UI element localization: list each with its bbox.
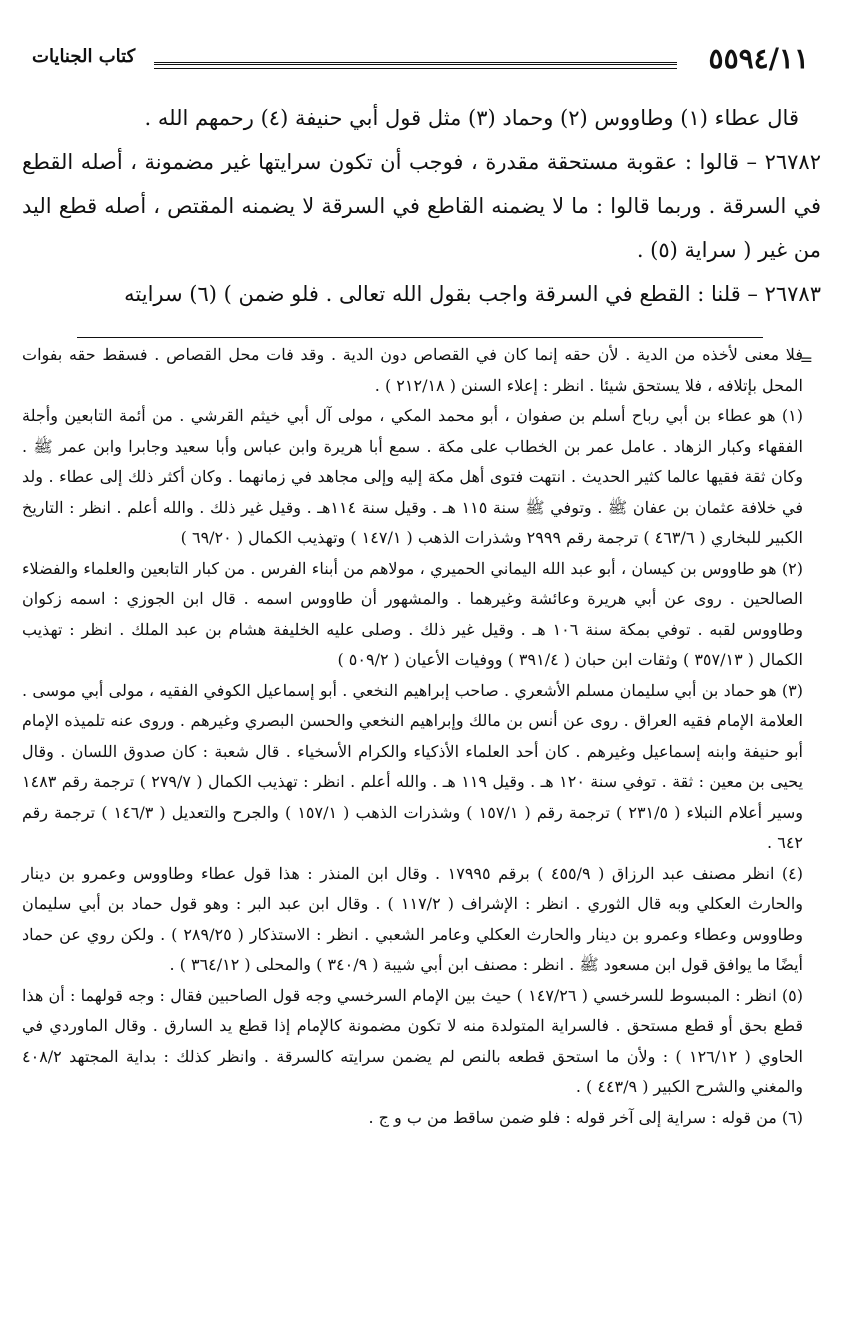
book-title: كتاب الجنايات bbox=[32, 46, 136, 67]
footnote: (١) هو عطاء بن أبي رباح أسلم بن صفوان ، أبو محمد المكي ، مولى آل أبي خيثم القرشي . من أئمة التابعين وأجلة الفقهاء وكبار الزهاد . عامل عمر بن الخطاب على مكة . سمع أبا هريرة وابن عباس وأبا سعيد وجابرا وابن عمر ﷺ . وكان ثقة فقيها عالما كثير الحديث . انتهت فتوى أهل مكة إليه وإلى مجاهد في زمانهما . وكان أكثر ذلك إلى عطاء . ولد في خلافة عثمان بن عفان ﷺ . وتوفي ﷺ سنة ١١٥ هـ . وقيل سنة ١١٤هـ . وقيل غير ذلك . والله أعلم . انظر : التاريخ الكبير للبخاري ( ٤٦٣/٦ ) ترجمة رقم ٢٩٩٩ وشذرات الذهب ( ١٤٧/١ ) وتهذيب الكمال ( ٦٩/٢٠ ) bbox=[22, 406, 804, 547]
page-number: ٥٥٩٤/١١ bbox=[708, 42, 809, 75]
footnote: (٢) هو طاووس بن كيسان ، أبو عبد الله اليماني الحميري ، مولاهم من أبناء الفرس . من كبار التابعين والعلماء والفضلاء الصالحين . روى عن أبي هريرة وعائشة وغيرهما . والمشهور أن طاووس اسمه . قال ابن الجوزي : اسمه زكوان وطاووس لقبه . توفي بمكة سنة ١٠٦ هـ . وقيل غير ذلك . وصلى عليه الخليفة هشام بن عبد الملك . انظر : تهذيب الكمال ( ٣٥٧/١٣ ) وثقات ابن حبان ( ٣٩١/٤ ) ووفيات الأعيان ( ٥٠٩/٢ ) bbox=[22, 558, 804, 669]
header-rule bbox=[154, 62, 677, 69]
main-paragraph: ٢٦٧٨٢ – قالوا : عقوبة مستحقة مقدرة ، فوجب أن تكون سرايتها غير مضمونة ، أصله القطع في السرقة . وربما قالوا : ما لا يضمنه القاطع في السرقة لا يضمنه المقتص ، أصله قطع اليد من غير ( سراية (٥) . bbox=[22, 150, 821, 262]
footnotes bbox=[22, 340, 803, 1133]
footnote: (٤) انظر مصنف عبد الرزاق ( ٤٥٥/٩ ) برقم ١٧٩٩٥ . وقال ابن المنذر : هذا قول عطاء وطاووس وعمرو بن دينار والحارث العكلي وبه قال الثوري . انظر : الإشراف ( ١١٧/٢ ) . وقال ابن عبد البر : وهو قول حماد بن أبي سليمان وطاووس وعطاء وعمرو بن دينار والحارث العكلي وعامر الشعبي . انظر : الاستذكار ( ٢٨٩/٢٥ ) . ولكن روي عن حماد أيضًا ما يوافق قول ابن مسعود ﷺ . انظر : مصنف ابن أبي شيبة ( ٣٤٠/٩ ) والمحلى ( ٣٦٤/١٢ ) . bbox=[22, 863, 804, 974]
page-header bbox=[26, 38, 817, 78]
continuation-mark: = bbox=[799, 350, 813, 369]
main-text bbox=[22, 96, 821, 316]
footnote: (٦) من قوله : سراية إلى آخر قوله : فلو ضمن ساقط من ب و ج . bbox=[368, 1107, 803, 1127]
footnote: (٣) هو حماد بن أبي سليمان مسلم الأشعري . صاحب إبراهيم النخعي . أبو إسماعيل الكوفي الفقيه ، مولى أبي موسى . العلامة الإمام فقيه العراق . روى عن أنس بن مالك وإبراهيم النخعي والحسن البصري وغيرهم . وروى عنه تلميذه الإمام أبو حنيفة وابنه إسماعيل وغيرهم . كان أحد العلماء الأذكياء والكرام الأسخياء . قال شعبة : كان صدوق اللسان . وقال يحيى بن معين : ثقة . توفي سنة ١٢٠ هـ . وقيل ١١٩ هـ . والله أعلم . انظر : تهذيب الكمال ( ٢٧٩/٧ ) ترجمة رقم ١٤٨٣ وسير أعلام النبلاء ( ٢٣١/٥ ) ترجمة رقم ( ١٥٧/١ ) وشذرات الذهب ( ١٥٧/١ ) والجرح والتعديل ( ١٤٦/٣ ) ترجمة رقم ٦٤٢ . bbox=[22, 680, 804, 852]
main-paragraph: ٢٦٧٨٣ – قلنا : القطع في السرقة واجب بقول الله تعالى . فلو ضمن ) (٦) سرايته bbox=[124, 282, 821, 306]
footnote: (٥) انظر : المبسوط للسرخسي ( ١٤٧/٢٦ ) حيث بين الإمام السرخسي وجه قول الصاحبين فقال : وجه قولهما : أن هذا قطع بحق أو قطع مستحق . فالسراية المتولدة منه لا تكون مضمونة كالإمام إذا قطع يد السارق . وقال الماوردي في الحاوي ( ١٢٦/١٢ ) : ولأن ما استحق قطعه بالنص لم يضمن سرايته كالسرقة . وانظر كذلك : بداية المجتهد ٤٠٨/٢ والمغني والشرح الكبير ( ٤٤٣/٩ ) . bbox=[22, 985, 804, 1096]
footnote: فلا معنى لأخذه من الدية . لأن حقه إنما كان في القصاص دون الدية . وقد فات محل القصاص . فسقط حقه بفوات المحل بإتلافه ، فلا يستحق شيئا . انظر : إعلاء السنن ( ٢١٢/١٨ ) . bbox=[22, 345, 803, 395]
main-paragraph: قال عطاء (١) وطاووس (٢) وحماد (٣) مثل قول أبي حنيفة (٤) رحمهم الله . bbox=[144, 106, 799, 130]
footnote-divider bbox=[77, 337, 763, 338]
